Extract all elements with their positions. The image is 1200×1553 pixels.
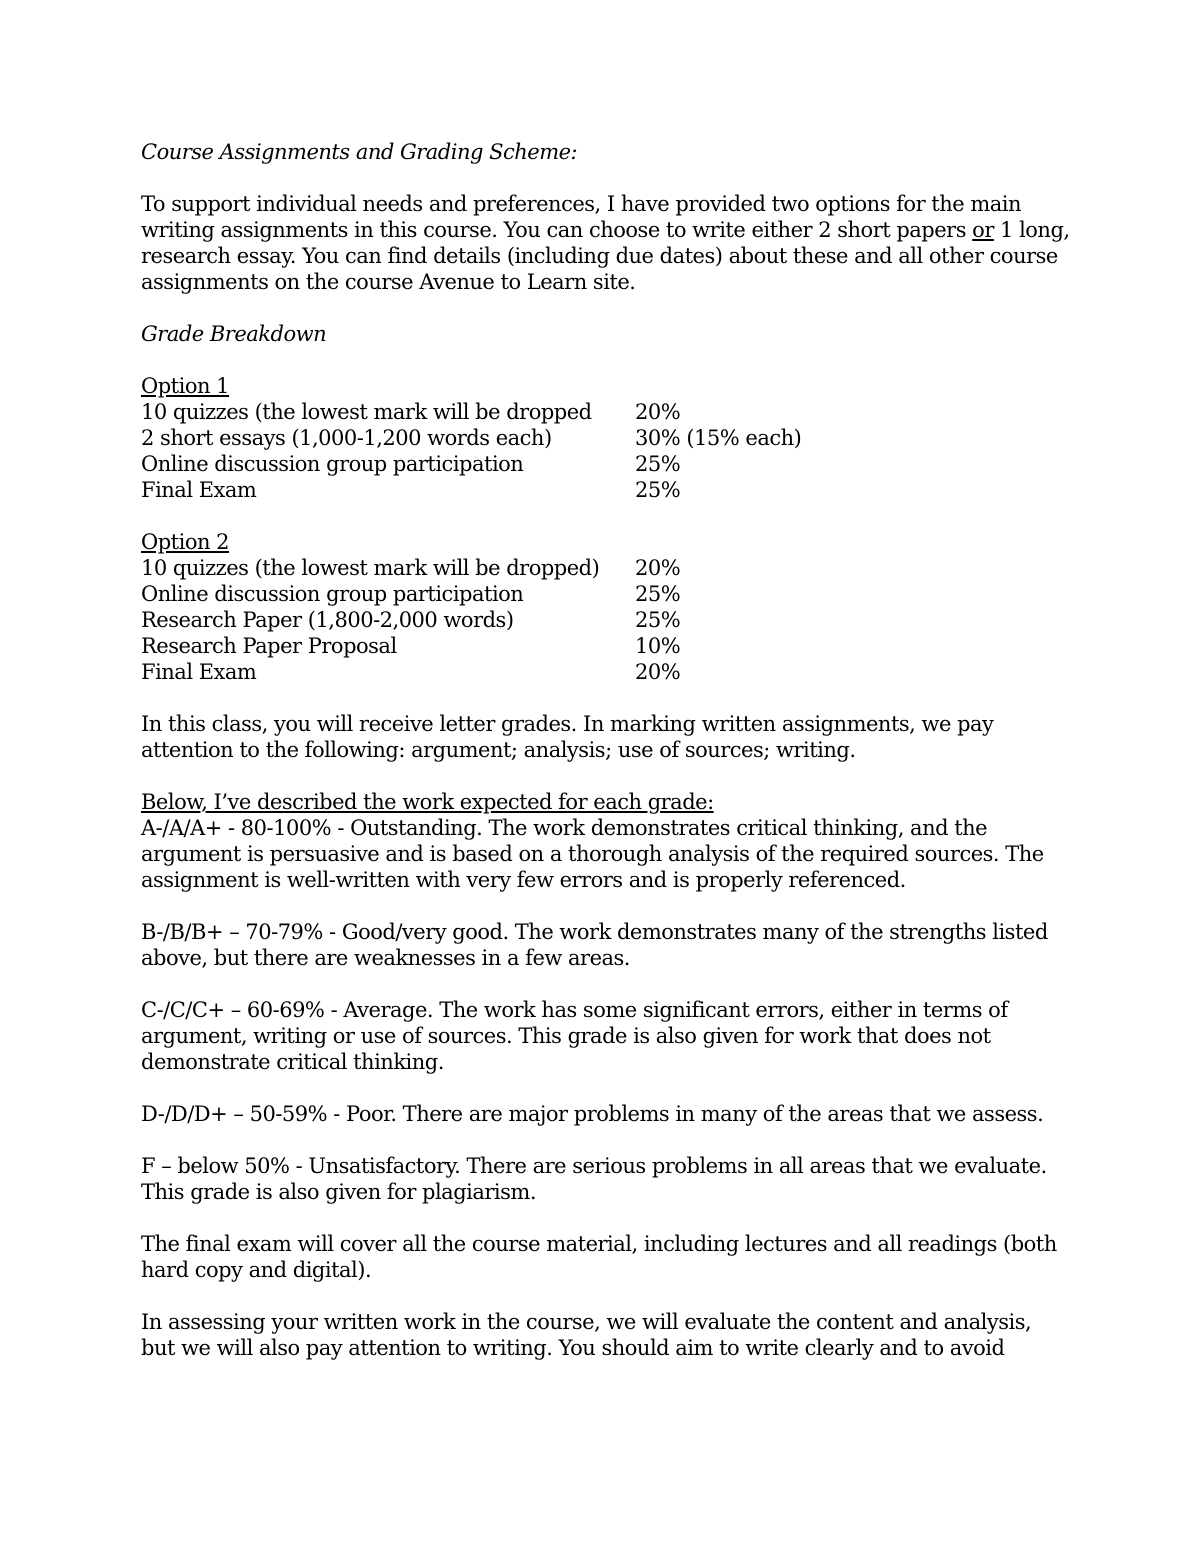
- document-page: [141, 139, 1071, 1361]
- option-row-label: 10 quizzes (the lowest mark will be dropped): [141, 556, 600, 580]
- option-row-label: Research Paper Proposal: [141, 634, 397, 658]
- option-row-label: Final Exam: [141, 660, 257, 684]
- option-row-value: 25%: [635, 608, 681, 632]
- option-row-label: Online discussion group participation: [141, 452, 524, 476]
- option-2-row: [141, 555, 1071, 581]
- option-row-label: Research Paper (1,800-2,000 words): [141, 608, 514, 632]
- grade-paragraph-d: [141, 1101, 1071, 1127]
- spacer: [141, 763, 1071, 789]
- grade-description: - Good/very good. The work demonstrates many of the strengths listed above, but there are weaknesses in a few areas.: [141, 920, 1048, 970]
- option-1-row: [141, 425, 1071, 451]
- option-row-value: 30% (15% each): [635, 426, 802, 450]
- spacer: [141, 1283, 1071, 1309]
- grade-code: D-/D/D+ – 50-59%: [141, 1102, 328, 1126]
- spacer: [141, 503, 1071, 529]
- spacer: [141, 893, 1071, 919]
- option-row-value: 25%: [635, 452, 681, 476]
- spacer: [141, 347, 1071, 373]
- spacer: [141, 1127, 1071, 1153]
- option-2-row: [141, 633, 1071, 659]
- intro-text-1: To support individual needs and preferences, I have provided two options for the main writing assignments in this course. You can choose to write either 2 short papers: [141, 192, 1022, 242]
- option-1-row: [141, 477, 1071, 503]
- grade-description: - Average. The work has some significant errors, either in terms of argument, writing or use of sources. This grade is also given for work that does not demonstrate critical thinking.: [141, 998, 1008, 1074]
- intro-or-underlined: or: [972, 218, 994, 242]
- grade-description: - Unsatisfactory. There are serious problems in all areas that we evaluate. This grade is also given for plagiarism.: [141, 1154, 1047, 1204]
- option-1-row: [141, 451, 1071, 477]
- assessing-paragraph: In assessing your written work in the course, we will evaluate the content and analysis, but we will also pay attention to writing. You should aim to write clearly and to avoid: [141, 1310, 1032, 1360]
- option-2-row: [141, 659, 1071, 685]
- spacer: [141, 165, 1071, 191]
- letter-grades-paragraph: In this class, you will receive letter grades. In marking written assignments, we pay attention to the following: argument; analysis; use of sources; writing.: [141, 712, 994, 762]
- option-2-row: [141, 581, 1071, 607]
- section-heading: Course Assignments and Grading Scheme:: [141, 140, 578, 164]
- option-2-block: [141, 529, 1071, 685]
- grade-paragraph-b: [141, 919, 1071, 971]
- option-row-label: 10 quizzes (the lowest mark will be dropped: [141, 400, 592, 424]
- final-exam-paragraph: The final exam will cover all the course material, including lectures and all readings (both hard copy and digital).: [141, 1232, 1057, 1282]
- spacer: [141, 295, 1071, 321]
- grade-paragraph-c: [141, 997, 1071, 1075]
- option-row-label: Final Exam: [141, 478, 257, 502]
- grade-paragraph-a: [141, 815, 1071, 893]
- intro-text-2: 1 long, research essay. You can find details (including due dates) about these and all other course assignments on the course Avenue to Learn site.: [141, 218, 1070, 294]
- spacer: [141, 1205, 1071, 1231]
- intro-paragraph: [141, 191, 1071, 295]
- option-row-label: 2 short essays (1,000-1,200 words each): [141, 426, 552, 450]
- grade-breakdown-heading: Grade Breakdown: [141, 322, 327, 346]
- option-1-block: [141, 373, 1071, 503]
- grades-intro: Below, I’ve described the work expected for each grade:: [141, 790, 714, 814]
- option-row-label: Online discussion group participation: [141, 582, 524, 606]
- option-row-value: 20%: [635, 660, 681, 684]
- grade-description: - Poor. There are major problems in many of the areas that we assess.: [327, 1102, 1044, 1126]
- option-1-row: [141, 399, 1071, 425]
- option-row-value: 20%: [635, 400, 681, 424]
- option-2-row: [141, 607, 1071, 633]
- option-row-value: 20%: [635, 556, 681, 580]
- option-2-title: Option 2: [141, 530, 230, 554]
- grade-code: C-/C/C+ – 60-69%: [141, 998, 325, 1022]
- grade-paragraph-f: [141, 1153, 1071, 1205]
- option-row-value: 10%: [635, 634, 681, 658]
- spacer: [141, 685, 1071, 711]
- spacer: [141, 1075, 1071, 1101]
- spacer: [141, 971, 1071, 997]
- grade-description: - Outstanding. The work demonstrates critical thinking, and the argument is persuasive and is based on a thorough analysis of the required sources. The assignment is well-written with very few errors and is properly referenced.: [141, 816, 1044, 892]
- grade-code: B-/B/B+ – 70-79%: [141, 920, 323, 944]
- grade-code: A-/A/A+ - 80-100%: [141, 816, 332, 840]
- option-row-value: 25%: [635, 582, 681, 606]
- grade-code: F – below 50%: [141, 1154, 290, 1178]
- option-row-value: 25%: [635, 478, 681, 502]
- option-1-title: Option 1: [141, 374, 230, 398]
